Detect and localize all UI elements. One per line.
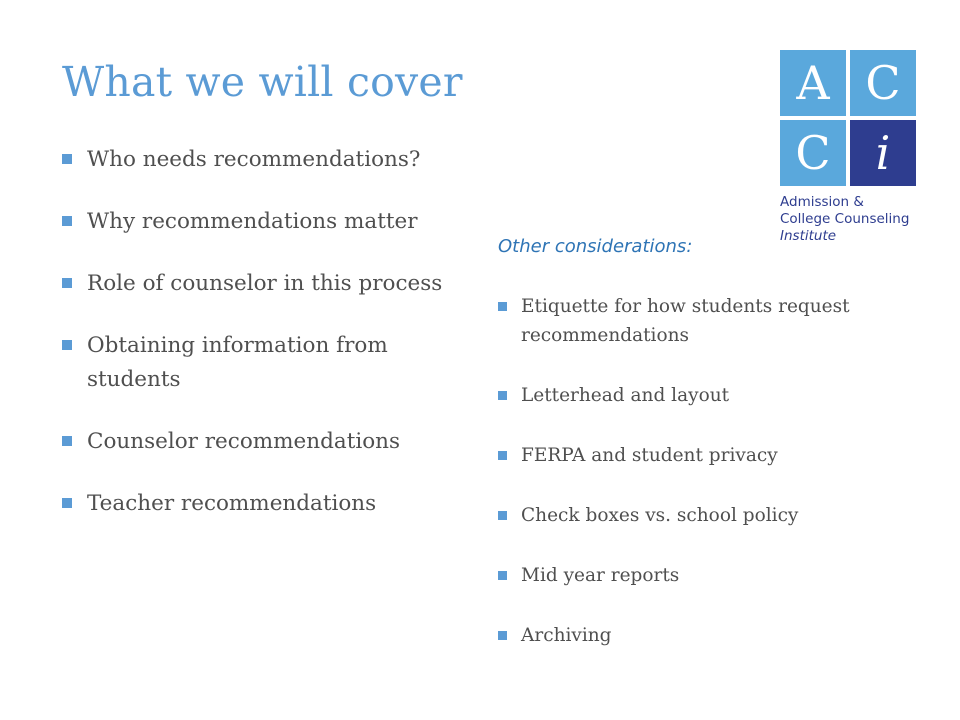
logo-line: College Counseling: [780, 211, 910, 227]
list-item: [62, 267, 472, 301]
square-bullet-icon: [62, 216, 72, 226]
list-item: [62, 205, 472, 239]
square-bullet-icon: [62, 436, 72, 446]
list-item-text: Etiquette for how students request recommendations: [521, 296, 850, 346]
list-item: [498, 501, 868, 530]
square-bullet-icon: [498, 391, 507, 400]
list-item: [498, 621, 868, 650]
logo-caption: [780, 194, 920, 245]
logo-line: Institute: [780, 228, 837, 244]
list-item-text: Letterhead and layout: [521, 385, 730, 406]
square-bullet-icon: [498, 631, 507, 640]
other-topics-list: [498, 292, 868, 681]
square-bullet-icon: [498, 451, 507, 460]
list-item: [498, 381, 868, 410]
list-item: [498, 292, 868, 350]
logo-tile-a: A: [780, 50, 846, 116]
list-item: [62, 329, 472, 397]
logo-tile-c: C: [780, 120, 846, 186]
list-item: [62, 487, 472, 521]
square-bullet-icon: [498, 511, 507, 520]
logo-tile-i: i: [850, 120, 916, 186]
list-item-text: Obtaining information from students: [87, 333, 388, 392]
other-considerations-heading: Other considerations:: [498, 236, 693, 257]
list-item-text: Counselor recommendations: [87, 429, 401, 454]
list-item-text: Mid year reports: [521, 565, 680, 586]
logo-tile-c: C: [850, 50, 916, 116]
list-item: [62, 425, 472, 459]
list-item-text: Role of counselor in this process: [87, 271, 443, 296]
list-item-text: Check boxes vs. school policy: [521, 505, 799, 526]
list-item-text: FERPA and student privacy: [521, 445, 778, 466]
square-bullet-icon: [62, 498, 72, 508]
square-bullet-icon: [62, 154, 72, 164]
logo-line: Admission &: [780, 194, 864, 210]
acci-logo: [780, 50, 920, 245]
logo-tile-grid: [780, 50, 918, 188]
list-item-text: Archiving: [521, 625, 612, 646]
list-item-text: Why recommendations matter: [87, 209, 418, 234]
list-item-text: Who needs recommendations?: [87, 147, 421, 172]
square-bullet-icon: [62, 278, 72, 288]
list-item: [498, 441, 868, 470]
square-bullet-icon: [498, 302, 507, 311]
slide-title: What we will cover: [62, 58, 463, 106]
main-topics-list: [62, 143, 472, 549]
square-bullet-icon: [498, 571, 507, 580]
square-bullet-icon: [62, 340, 72, 350]
list-item: [62, 143, 472, 177]
list-item: [498, 561, 868, 590]
list-item-text: Teacher recommendations: [87, 491, 377, 516]
